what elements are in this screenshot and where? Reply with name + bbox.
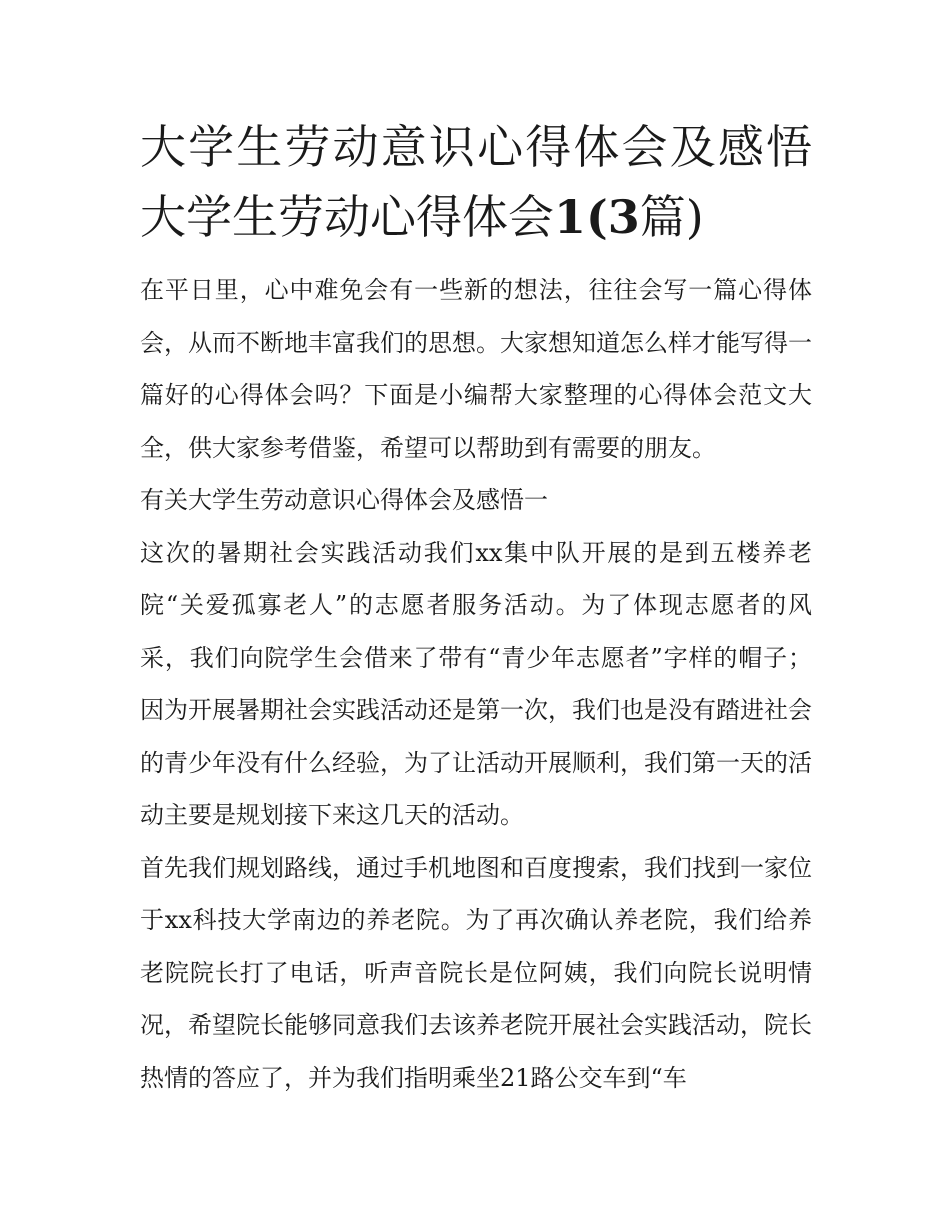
section-heading: 有关大学生劳动意识心得体会及感悟一 (140, 486, 548, 514)
title-text: 大学生劳动意识心得体会及感悟 大学生劳动心得体会 (140, 120, 812, 244)
title-number: 1(3 (554, 190, 640, 244)
body-paragraph: 这次的暑期社会实践活动我们xx集中队开展的是到五楼养老院“关爱孤寡老人”的志愿者服务活动。为了体现志愿者的风采，我们向院学生会借来了带有“青少年志愿者”字样的帽子；因为开展暑期社会实践活动还是第一次，我们也是没有踏进社会的青少年没有什么经验，为了让活动开展顺利，我们第一天的活动主要是规划接下来这几天的活动。 (140, 538, 812, 829)
document-title (140, 112, 812, 252)
title-suffix: 篇) (639, 190, 704, 244)
document-body (140, 112, 812, 1104)
body-paragraph: 首先我们规划路线，通过手机地图和百度搜索，我们找到一家位于xx科技大学南边的养老院。为了再次确认养老院，我们给养老院院长打了电话，听声音院长是位阿姨，我们向院长说明情况，希望院长能够同意我们去该养老院开展社会实践活动，院长热情的答应了，并为我们指明乘坐21路公交车到“车 (140, 853, 812, 1092)
intro-paragraph: 在平日里，心中难免会有一些新的想法，往往会写一篇心得体会，从而不断地丰富我们的思想。大家想知道怎么样才能写得一篇好的心得体会吗？下面是小编帮大家整理的心得体会范文大全，供大家参考借鉴，希望可以帮助到有需要的朋友。 (140, 276, 812, 462)
